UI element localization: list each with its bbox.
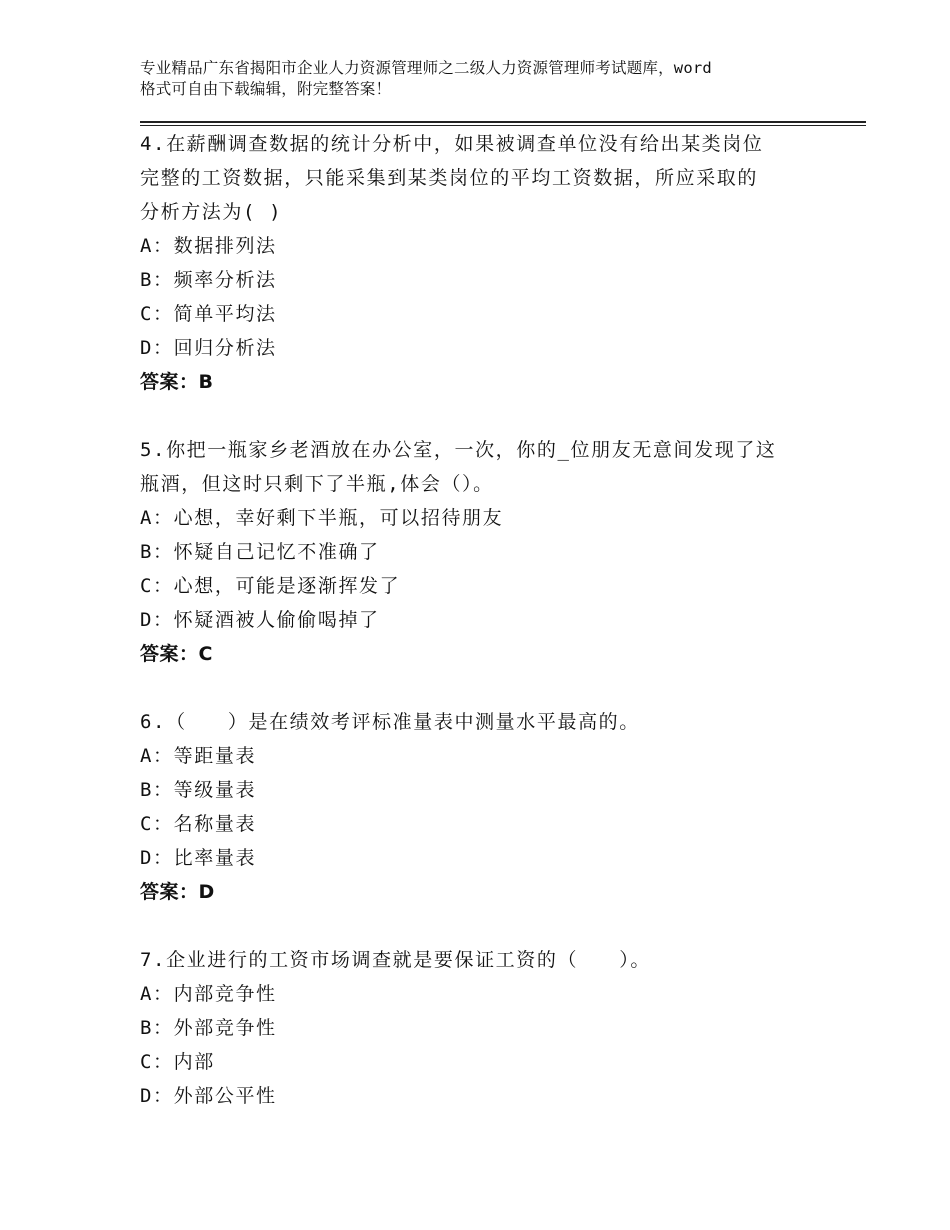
answer-label: 答案：C: [140, 643, 213, 665]
option-d: D：回归分析法: [140, 337, 277, 359]
question-7: [140, 943, 840, 1113]
header-rule-thick: [140, 121, 866, 123]
option-c: C：简单平均法: [140, 303, 277, 325]
question-5: [140, 433, 840, 671]
question-text-line: 分析方法为( ): [140, 201, 283, 223]
option-b: B：等级量表: [140, 779, 257, 801]
question-list: [140, 127, 840, 1147]
question-4: [140, 127, 840, 399]
option-c: C：名称量表: [140, 813, 257, 835]
option-d: D：比率量表: [140, 847, 257, 869]
question-text-line: 瓶酒，但这时只剩下了半瓶,体会（）。: [140, 473, 494, 495]
option-a: A：数据排列法: [140, 235, 277, 257]
option-d: D：外部公平性: [140, 1085, 277, 1107]
question-text-line: 6.（ ）是在绩效考评标准量表中测量水平最高的。: [140, 711, 640, 733]
header-rule-thin: [140, 125, 866, 126]
question-text-line: 完整的工资数据，只能采集到某类岗位的平均工资数据，所应采取的: [140, 167, 759, 189]
option-a: A：等距量表: [140, 745, 257, 767]
option-b: B：怀疑自己记忆不准确了: [140, 541, 380, 563]
answer-label: 答案：B: [140, 371, 214, 393]
option-d: D：怀疑酒被人偷偷喝掉了: [140, 609, 380, 631]
option-c: C：内部: [140, 1051, 215, 1073]
header-line: 专业精品广东省揭阳市企业人力资源管理师之二级人力资源管理师考试题库，word: [140, 59, 712, 77]
question-text-line: 5.你把一瓶家乡老酒放在办公室，一次，你的_位朋友无意间发现了这: [140, 439, 777, 461]
document-header: [140, 58, 840, 100]
header-line: 格式可自由下载编辑，附完整答案！: [140, 80, 392, 98]
question-text-line: 4.在薪酬调查数据的统计分析中，如果被调查单位没有给出某类岗位: [140, 133, 764, 155]
answer-label: 答案：D: [140, 881, 215, 903]
question-6: [140, 705, 840, 909]
option-b: B：外部竞争性: [140, 1017, 277, 1039]
option-a: A：内部竞争性: [140, 983, 277, 1005]
option-a: A：心想，幸好剩下半瓶，可以招待朋友: [140, 507, 504, 529]
option-b: B：频率分析法: [140, 269, 277, 291]
question-text-line: 7.企业进行的工资市场调查就是要保证工资的（ ）。: [140, 949, 651, 971]
option-c: C：心想，可能是逐渐挥发了: [140, 575, 401, 597]
